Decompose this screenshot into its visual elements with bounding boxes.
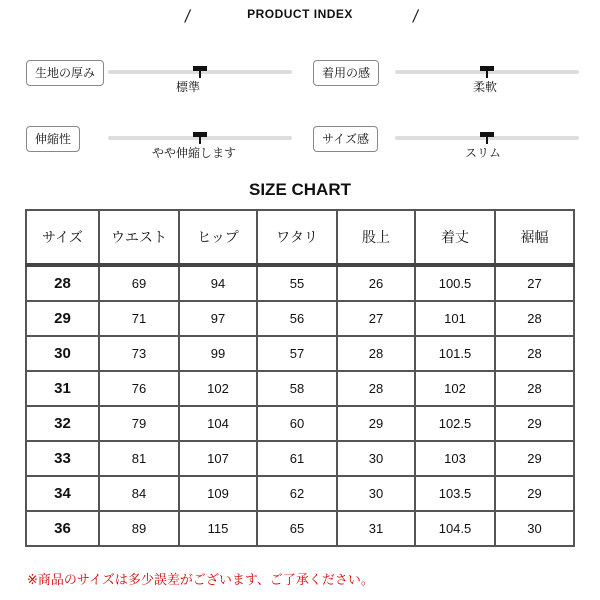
size-chart-table <box>25 209 575 547</box>
table-row <box>26 265 574 301</box>
table-cell: 103 <box>415 441 495 476</box>
table-cell: 62 <box>257 476 337 511</box>
column-header-waist: ウエスト <box>99 210 179 265</box>
size-cell: 29 <box>26 301 99 336</box>
index-item-size-feel <box>313 126 583 170</box>
table-cell: 55 <box>257 265 337 301</box>
table-cell: 102 <box>179 371 257 406</box>
table-cell: 109 <box>179 476 257 511</box>
table-cell: 30 <box>495 511 574 546</box>
table-cell: 60 <box>257 406 337 441</box>
index-value: 柔軟 <box>473 80 498 94</box>
table-cell: 84 <box>99 476 179 511</box>
column-header-size: サイズ <box>26 210 99 265</box>
index-item-stretch <box>26 126 296 170</box>
index-item-fabric-thickness <box>26 60 296 104</box>
table-cell: 28 <box>495 301 574 336</box>
index-bar <box>395 136 579 140</box>
table-row <box>26 476 574 511</box>
index-marker <box>480 66 494 74</box>
table-row <box>26 371 574 406</box>
table-cell: 29 <box>337 406 415 441</box>
table-cell: 65 <box>257 511 337 546</box>
table-cell: 28 <box>495 336 574 371</box>
slash-right: / <box>411 6 420 25</box>
table-cell: 97 <box>179 301 257 336</box>
table-cell: 104 <box>179 406 257 441</box>
column-header-hem-width: 裾幅 <box>495 210 574 265</box>
column-header-thigh: ワタリ <box>257 210 337 265</box>
index-bar <box>395 70 579 74</box>
table-cell: 104.5 <box>415 511 495 546</box>
product-index-title: PRODUCT INDEX <box>247 7 353 21</box>
table-cell: 58 <box>257 371 337 406</box>
column-header-hip: ヒップ <box>179 210 257 265</box>
table-cell: 73 <box>99 336 179 371</box>
table-cell: 89 <box>99 511 179 546</box>
table-cell: 30 <box>337 441 415 476</box>
index-label: 着用の感 <box>313 60 379 86</box>
index-label: サイズ感 <box>313 126 378 152</box>
table-cell: 115 <box>179 511 257 546</box>
table-cell: 79 <box>99 406 179 441</box>
table-cell: 100.5 <box>415 265 495 301</box>
table-cell: 28 <box>495 371 574 406</box>
table-cell: 101.5 <box>415 336 495 371</box>
table-cell: 69 <box>99 265 179 301</box>
table-cell: 30 <box>337 476 415 511</box>
table-cell: 28 <box>337 371 415 406</box>
size-cell: 28 <box>26 265 99 301</box>
table-cell: 103.5 <box>415 476 495 511</box>
table-row <box>26 511 574 546</box>
table-cell: 31 <box>337 511 415 546</box>
index-bar <box>108 136 292 140</box>
size-cell: 32 <box>26 406 99 441</box>
index-bar <box>108 70 292 74</box>
index-label: 生地の厚み <box>26 60 104 86</box>
table-row <box>26 441 574 476</box>
product-index-header <box>0 6 600 24</box>
table-cell: 71 <box>99 301 179 336</box>
table-cell: 76 <box>99 371 179 406</box>
table-cell: 101 <box>415 301 495 336</box>
column-header-rise: 股上 <box>337 210 415 265</box>
table-cell: 26 <box>337 265 415 301</box>
table-cell: 107 <box>179 441 257 476</box>
table-cell: 28 <box>337 336 415 371</box>
table-cell: 99 <box>179 336 257 371</box>
slash-left: / <box>183 6 192 25</box>
table-cell: 61 <box>257 441 337 476</box>
table-cell: 56 <box>257 301 337 336</box>
column-header-length: 着丈 <box>415 210 495 265</box>
table-row <box>26 336 574 371</box>
table-cell: 27 <box>495 265 574 301</box>
index-item-wear-feel <box>313 60 583 104</box>
index-marker <box>193 132 207 140</box>
table-cell: 27 <box>337 301 415 336</box>
index-value: 標準 <box>176 80 201 94</box>
table-header-row <box>26 210 574 265</box>
table-cell: 102 <box>415 371 495 406</box>
index-value: やや伸縮します <box>152 146 237 160</box>
index-marker <box>480 132 494 140</box>
table-cell: 29 <box>495 476 574 511</box>
table-cell: 94 <box>179 265 257 301</box>
index-marker <box>193 66 207 74</box>
size-disclaimer-notice: ※商品のサイズは多少誤差がございます、ご了承ください。 <box>27 573 374 588</box>
table-cell: 29 <box>495 406 574 441</box>
size-cell: 31 <box>26 371 99 406</box>
size-cell: 36 <box>26 511 99 546</box>
table-cell: 102.5 <box>415 406 495 441</box>
size-cell: 30 <box>26 336 99 371</box>
table-cell: 81 <box>99 441 179 476</box>
table-row <box>26 301 574 336</box>
table-row <box>26 406 574 441</box>
index-label: 伸縮性 <box>26 126 80 152</box>
size-chart-title: SIZE CHART <box>249 180 351 199</box>
size-cell: 33 <box>26 441 99 476</box>
table-cell: 29 <box>495 441 574 476</box>
size-cell: 34 <box>26 476 99 511</box>
table-cell: 57 <box>257 336 337 371</box>
index-value: スリム <box>465 146 502 160</box>
